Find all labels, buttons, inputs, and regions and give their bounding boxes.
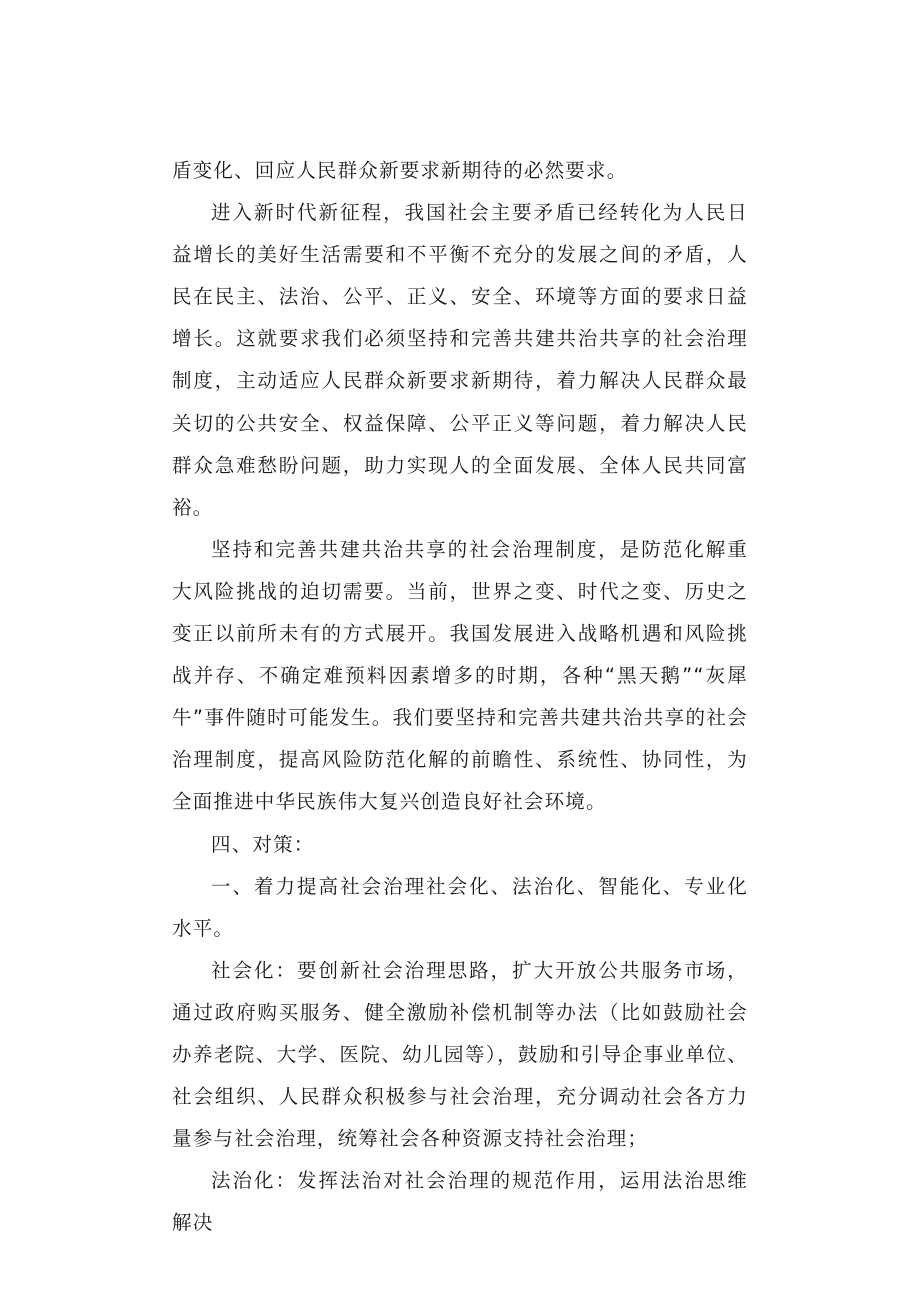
paragraph-rule-of-law: 法治化：发挥法治对社会治理的规范作用，运用法治思维解决: [172, 1169, 748, 1235]
paragraph-risk-challenges: 坚持和完善共建共治共享的社会治理制度，是防范化解重大风险挑战的迫切需要。当前，世界之变、时代之变、历史之变正以前所未有的方式展开。我国发展进入战略机遇和风险挑战并存、不确定难预料因素增多的时期，各种“黑天鹅”“灰犀牛”事件随时可能发生。我们要坚持和完善共建共治共享的社会治理制度，提高风险防范化解的前瞻性、系统性、协同性，为全面推进中华民族伟大复兴创造良好社会环境。: [172, 537, 748, 814]
paragraph-new-era: 进入新时代新征程，我国社会主要矛盾已经转化为人民日益增长的美好生活需要和不平衡不充分的发展之间的矛盾，人民在民主、法治、公平、正义、安全、环境等方面的要求日益增长。这就要求我们必须坚持和完善共建共治共享的社会治理制度，主动适应人民群众新要求新期待，着力解决人民群众最关切的公共安全、权益保障、公平正义等问题，着力解决人民群众急难愁盼问题，助力实现人的全面发展、全体人民共同富裕。: [172, 201, 748, 519]
document-body: [172, 150, 748, 1244]
paragraph-continuation: 盾变化、回应人民群众新要求新期待的必然要求。: [172, 159, 628, 182]
section-heading-countermeasures: 四、对策：: [211, 832, 315, 856]
paragraph-socialization: 社会化：要创新社会治理思路，扩大开放公共服务市场，通过政府购买服务、健全激励补偿机制等办法（比如鼓励社会办养老院、大学、医院、幼儿园等），鼓励和引导企事业单位、社会组织、人民群众积极参与社会治理，充分调动社会各方力量参与社会治理，统筹社会各种资源支持社会治理；: [172, 958, 748, 1151]
subheading-governance-levels: 一、着力提高社会治理社会化、法治化、智能化、专业化水平。: [172, 874, 748, 940]
